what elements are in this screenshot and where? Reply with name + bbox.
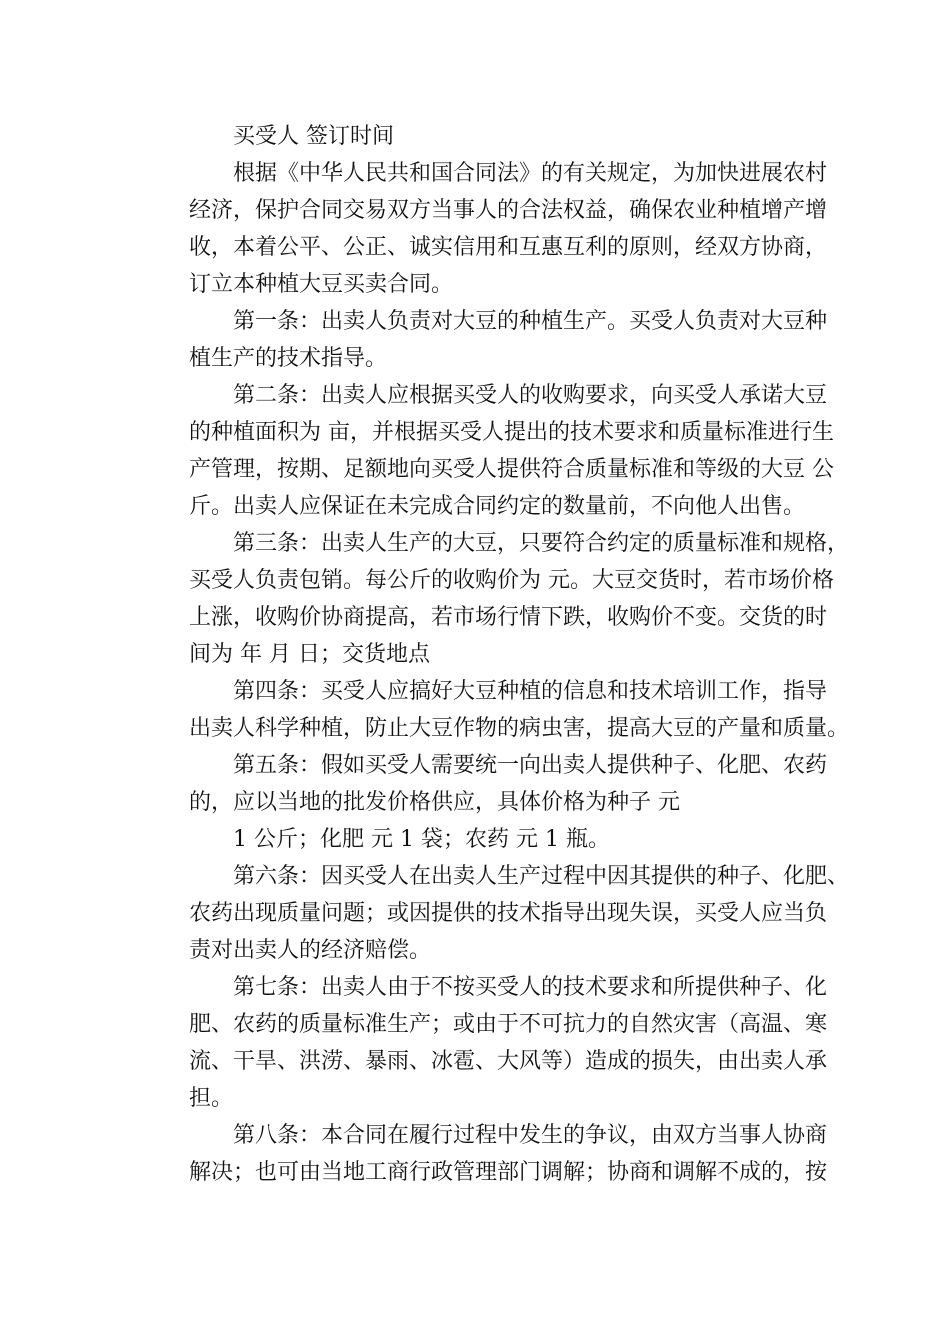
paragraph-article-6 <box>145 858 850 969</box>
text-line: 第三条：出卖人生产的大豆，只要符合约定的质量标准和规格， <box>233 531 850 556</box>
text-line: 买受人 签订时间 <box>233 124 394 149</box>
text-line: 订立本种植大豆买卖合同。 <box>189 272 454 297</box>
paragraph-article-3 <box>145 525 850 673</box>
text-line: 根据《中华人民共和国合同法》的有关规定，为加快进展农村 <box>233 161 828 186</box>
text-line: 第五条：假如买受人需要统一向出卖人提供种子、化肥、农药 <box>233 753 828 778</box>
contract-body <box>145 118 850 1191</box>
text-line: 流、干旱、洪涝、暴雨、冰雹、大风等）造成的损失，由出卖人承 <box>189 1049 828 1074</box>
text-line: 植生产的技术指导。 <box>189 346 388 371</box>
text-line: 第一条：出卖人负责对大豆的种植生产。买受人负责对大豆种 <box>233 309 828 334</box>
paragraph-article-5-prices <box>145 821 805 858</box>
text-line: 肥、农药的质量标准生产；或由于不可抗力的自然灾害（高温、寒 <box>189 1012 828 1037</box>
paragraph-article-1 <box>145 303 828 377</box>
text-line: 上涨，收购价协商提高，若市场行情下跌，收购价不变。交货的时 <box>189 605 828 630</box>
text-line: 间为 年 月 日；交货地点 <box>189 642 430 667</box>
text-line: 收，本着公平、公正、诚实信用和互惠互利的原则，经双方协商， <box>189 235 828 260</box>
paragraph-article-2 <box>145 377 834 525</box>
text-line: 的种植面积为 亩，并根据买受人提出的技术要求和质量标准进行生 <box>189 420 834 445</box>
text-line: 第六条：因买受人在出卖人生产过程中因其提供的种子、化肥、 <box>233 864 850 889</box>
text-line: 第四条：买受人应搞好大豆种植的信息和技术培训工作，指导 <box>233 679 828 704</box>
text-line: 解决；也可由当地工商行政管理部门调解；协商和调解不成的，按 <box>189 1160 828 1185</box>
paragraph-article-8 <box>145 1117 828 1191</box>
paragraph-article-4 <box>145 673 850 747</box>
paragraph-article-5 <box>145 747 828 821</box>
paragraph-signing-line <box>145 118 805 155</box>
text-line: 出卖人科学种植，防止大豆作物的病虫害，提高大豆的产量和质量。 <box>189 716 850 741</box>
text-line: 经济，保护合同交易双方当事人的合法权益，确保农业种植增产增 <box>189 198 828 223</box>
text-line: 的，应以当地的批发价格供应，具体价格为种子 元 <box>189 790 680 815</box>
text-line: 责对出卖人的经济赔偿。 <box>189 938 432 963</box>
text-line: 斤。出卖人应保证在未完成合同约定的数量前，不向他人出售。 <box>189 494 806 519</box>
text-line: 第七条：出卖人由于不按买受人的技术要求和所提供种子、化 <box>233 975 828 1000</box>
text-line: 第二条：出卖人应根据买受人的收购要求，向买受人承诺大豆 <box>233 383 828 408</box>
text-line: 买受人负责包销。每公斤的收购价为 元。大豆交货时，若市场价格 <box>189 568 834 593</box>
paragraph-article-7 <box>145 969 828 1117</box>
text-line: 1 公斤；化肥 元 1 袋；农药 元 1 瓶。 <box>233 827 610 852</box>
paragraph-preamble <box>145 155 828 303</box>
text-line: 第八条：本合同在履行过程中发生的争议，由双方当事人协商 <box>233 1123 828 1148</box>
text-line: 担。 <box>189 1086 234 1111</box>
text-line: 农药出现质量问题；或因提供的技术指导出现失误，买受人应当负 <box>189 901 828 926</box>
text-line: 产管理，按期、足额地向买受人提供符合质量标准和等级的大豆 公 <box>189 457 834 482</box>
